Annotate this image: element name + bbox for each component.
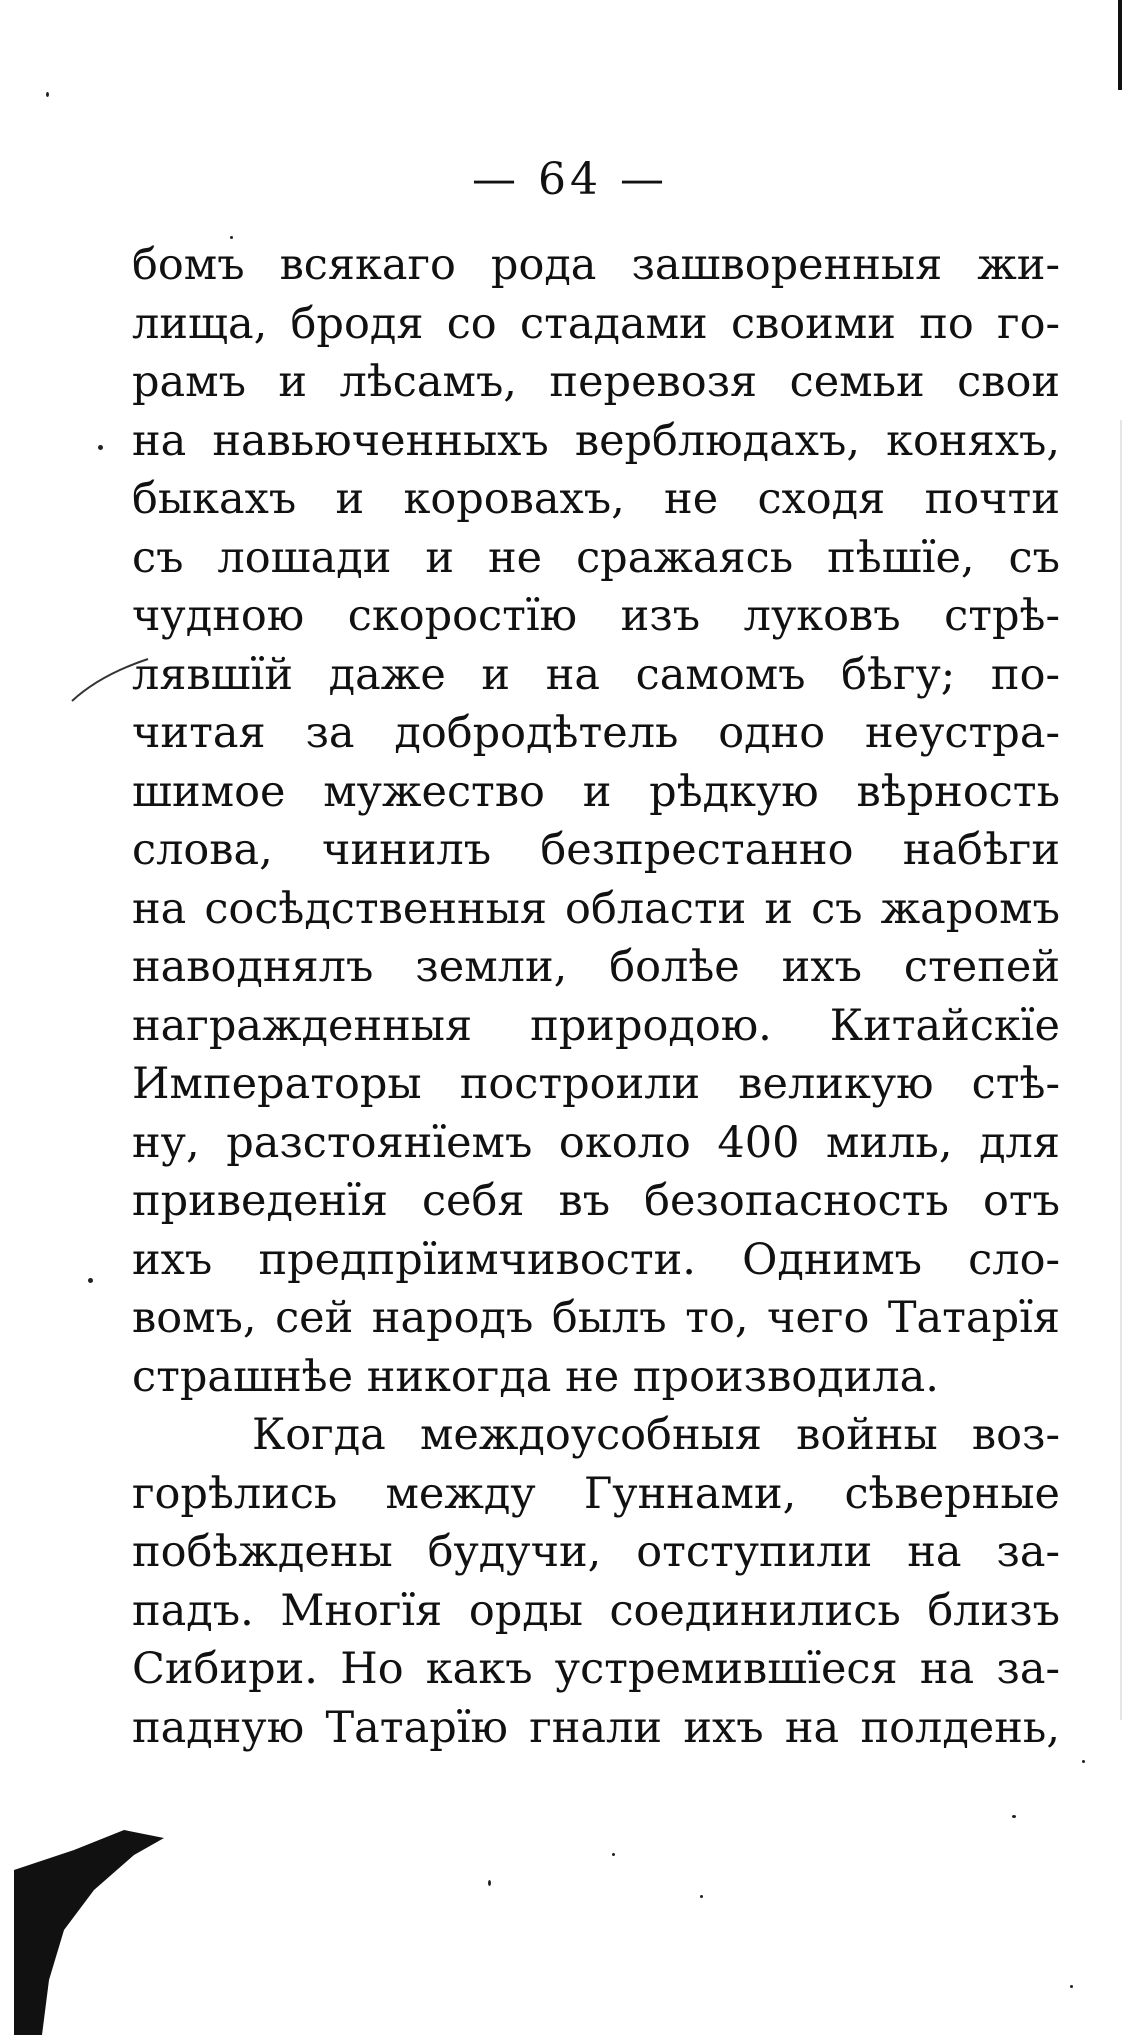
text-line: побѣждены будучи, отступили на за- xyxy=(132,1527,1060,1577)
text-line: быкахъ и коровахъ, не сходя почти xyxy=(132,474,1060,524)
text-line: бомъ всякаго рода зашворенныя жи- xyxy=(132,240,1060,290)
text-line: на навьюченныхъ верблюдахъ, коняхъ, xyxy=(132,415,1060,466)
paragraph-end-line: страшнѣе никогда не производила. xyxy=(132,1351,939,1402)
text-line: ну, разстоянїемъ около 400 миль, для xyxy=(132,1117,1060,1168)
text-line: съ лошади и не сражаясь пѣшїе, съ xyxy=(132,532,1060,583)
page-number: — 64 — xyxy=(472,154,668,205)
text-line: лявшїй даже и на самомъ бѣгу; по- xyxy=(132,649,1060,700)
paragraph-start-line: Когда междоусобныя войны воз- xyxy=(252,1410,1060,1460)
text-line: Императоры построили великую стѣ- xyxy=(132,1059,1060,1109)
text-line: на сосѣдственныя области и съ жаромъ xyxy=(132,883,1060,934)
body-text xyxy=(132,236,1060,1757)
text-line: читая за добродѣтель одно неустра- xyxy=(132,708,1060,758)
scan-speck xyxy=(700,1895,703,1898)
scan-speck xyxy=(88,1278,93,1283)
page-edge-shadow xyxy=(1120,420,1122,1720)
text-line: Сибири. Но какъ устремившїеся на за- xyxy=(132,1644,1060,1694)
scan-speck xyxy=(98,445,103,450)
margin-pen-mark xyxy=(70,655,150,705)
text-line: горѣлись между Гуннами, сѣверные xyxy=(132,1468,1060,1519)
scan-speck xyxy=(1082,1760,1085,1763)
text-line: падъ. Многїя орды соединились близъ xyxy=(132,1585,1060,1636)
text-line: рамъ и лѣсамъ, перевозя семьи свои xyxy=(132,357,1060,407)
scan-speck xyxy=(230,236,233,239)
text-line: вомъ, сей народъ былъ то, чего Татарїя xyxy=(132,1293,1060,1343)
text-line: падную Татарїю гнали ихъ на полдень, xyxy=(132,1702,1060,1753)
text-line: ихъ предпрїимчивости. Однимъ сло- xyxy=(132,1234,1060,1285)
text-line: награжденныя природою. Китайскїе xyxy=(132,1000,1060,1051)
scan-corner-blot xyxy=(14,1830,184,2035)
text-line: лища, бродя со стадами своими по го- xyxy=(132,298,1060,349)
scan-speck xyxy=(488,1880,491,1886)
text-line: слова, чинилъ безпрестанно набѣги xyxy=(132,825,1060,875)
text-line: шимое мужество и рѣдкую вѣрность xyxy=(132,766,1060,817)
scan-speck xyxy=(1070,1985,1073,1988)
text-line: чудною скоростїю изъ луковъ стрѣ- xyxy=(132,591,1060,641)
page-edge-line xyxy=(1118,0,1122,90)
scan-speck xyxy=(46,92,49,97)
scan-speck xyxy=(1012,1815,1016,1818)
scan-speck xyxy=(612,1853,615,1856)
text-line: наводнялъ земли, болѣе ихъ степей xyxy=(132,942,1060,992)
text-line: приведенїя себя въ безопасность отъ xyxy=(132,1176,1060,1226)
